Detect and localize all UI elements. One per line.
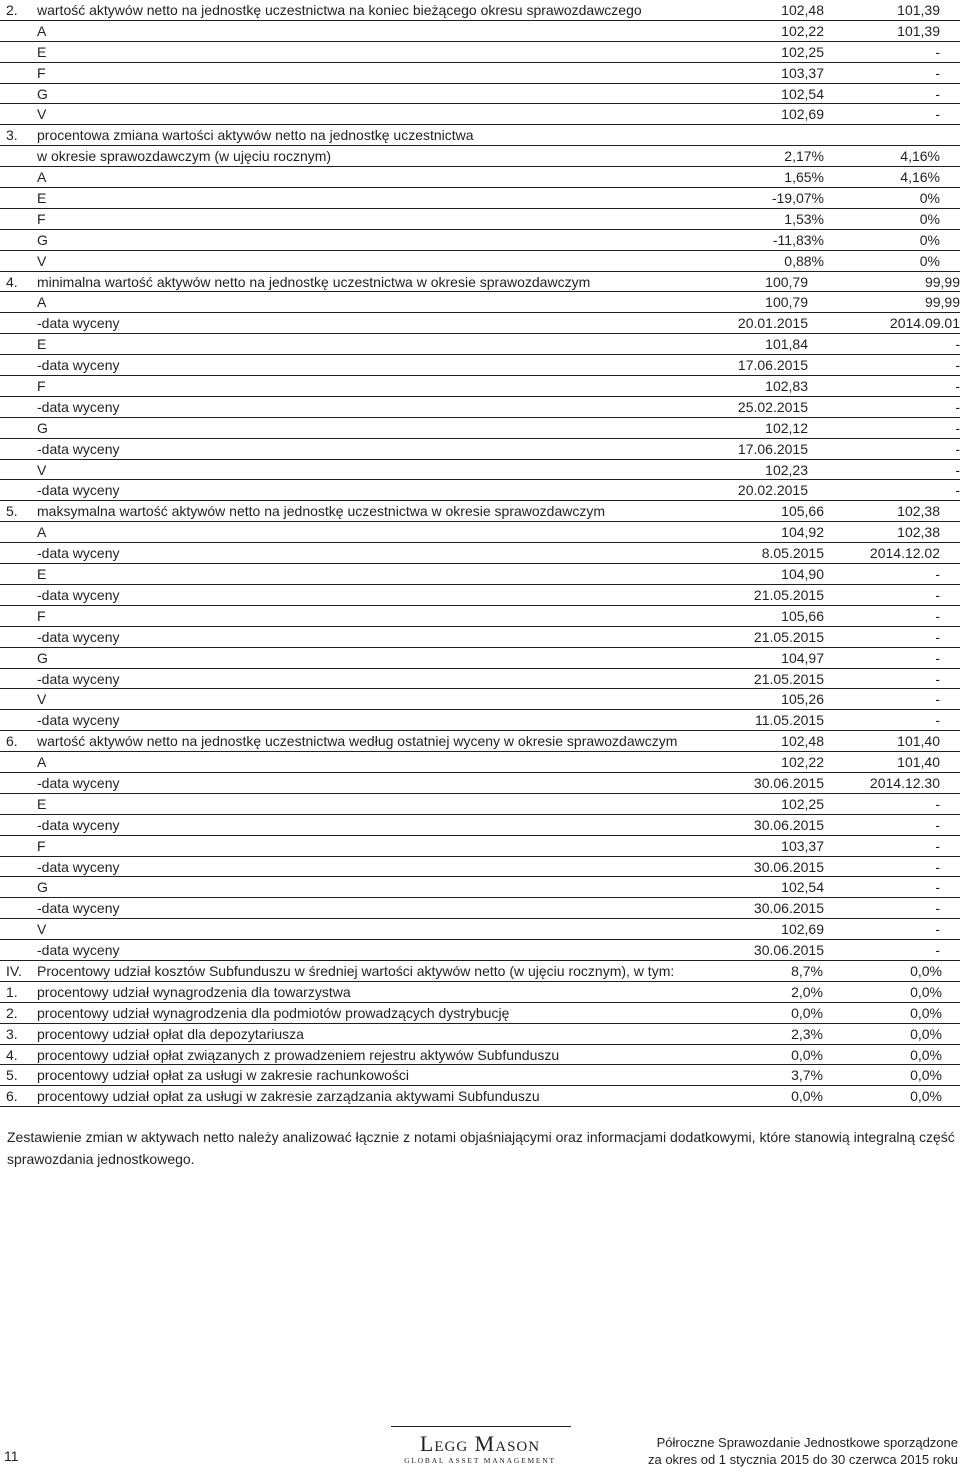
value-previous-period: 101,39 [897,22,940,39]
value-previous-period: - [935,64,940,81]
value-current-period: 100,79 [765,273,808,290]
value-current-period: 103,37 [781,837,824,854]
table-row [0,815,960,836]
row-label: -data wyceny [37,670,120,687]
value-current-period: 30.06.2015 [753,816,824,833]
table-row [0,710,960,731]
value-previous-period: - [935,566,940,583]
row-label: -data wyceny [37,774,120,791]
value-previous-period: 0,0% [910,1088,942,1105]
value-current-period: 102,23 [765,461,808,478]
value-current-period: 102,22 [781,754,824,771]
page-number: 11 [4,1448,19,1464]
table-row [0,188,960,209]
value-current-period: 104,90 [781,566,824,583]
row-label: E [37,795,47,812]
table-row [0,877,960,898]
value-current-period: 102,48 [781,733,824,750]
value-current-period: 2,3% [791,1025,823,1042]
value-previous-period: - [935,837,940,854]
value-previous-period: - [935,649,940,666]
value-previous-period: 0% [919,252,940,269]
row-number: 6. [6,733,18,750]
row-label: maksymalna wartość aktywów netto na jednostkę uczestnictwa w okresie sprawozdawczym [37,503,606,520]
row-label: F [37,64,46,81]
table-row [0,606,960,627]
table-row [0,1003,960,1024]
value-previous-period: 0,0% [910,1046,942,1063]
value-previous-period: - [935,43,940,60]
row-label: A [37,524,47,541]
value-previous-period: - [935,942,940,959]
row-label: V [37,252,47,269]
table-row [0,167,960,188]
table-row [0,334,960,355]
legg-mason-logo [404,1432,556,1466]
table-row [0,585,960,606]
row-label: -data wyceny [37,586,120,603]
row-label: A [37,294,47,311]
table-row [0,1045,960,1066]
table-row [0,397,960,418]
table-row [0,564,960,585]
table-row [0,460,960,481]
row-label: A [37,754,47,771]
row-number: 5. [6,503,18,520]
value-current-period: 0,0% [791,1046,823,1063]
value-current-period: 102,22 [781,22,824,39]
value-previous-period: - [935,712,940,729]
table-row [0,522,960,543]
value-current-period: 21.05.2015 [753,670,824,687]
table-row [0,480,960,501]
report-title [648,1434,958,1468]
value-current-period: 20.02.2015 [737,482,808,499]
value-previous-period: - [935,85,940,102]
table-row [0,773,960,794]
value-previous-period: - [935,607,940,624]
row-label: procentowa zmiana wartości aktywów netto na jednostkę uczestnictwa [37,127,474,144]
value-current-period: 17.06.2015 [737,440,808,457]
table-row [0,940,960,961]
value-current-period: 103,37 [781,64,824,81]
value-previous-period: 102,38 [897,524,940,541]
table-row [0,794,960,815]
value-previous-period: - [935,586,940,603]
value-current-period: 102,25 [781,795,824,812]
value-previous-period: - [955,378,960,395]
row-number: 4. [6,273,18,290]
table-row [0,63,960,84]
table-row [0,104,960,125]
row-label: -data wyceny [37,816,120,833]
table-row [0,752,960,773]
value-current-period: 3,7% [791,1067,823,1084]
table-row [0,0,960,21]
row-number: 2. [6,2,18,18]
value-current-period: 30.06.2015 [753,858,824,875]
value-previous-period: - [935,858,940,875]
value-current-period: 0,0% [791,1004,823,1021]
value-previous-period: 0,0% [910,1004,942,1021]
value-previous-period: 4,16% [900,169,940,186]
row-label: V [37,106,47,123]
row-label: E [37,190,47,207]
table-row [0,251,960,272]
table-row [0,1024,960,1045]
row-number: 6. [6,1088,18,1105]
value-previous-period: - [935,795,940,812]
row-label: V [37,461,47,478]
value-current-period: 21.05.2015 [753,586,824,603]
row-label: G [37,419,48,436]
value-current-period: 30.06.2015 [753,774,824,791]
table-row [0,898,960,919]
table-row [0,146,960,167]
row-label: V [37,691,47,708]
row-label: -data wyceny [37,858,120,875]
row-label: Procentowy udział kosztów Subfunduszu w średniej wartości aktywów netto (w ujęciu rocznym), w tym: [37,962,675,979]
value-previous-period: 2014.09.01 [889,315,960,332]
table-row [0,501,960,522]
row-number: 4. [6,1046,18,1063]
row-label: -data wyceny [37,357,120,374]
value-previous-period: 0,0% [910,1067,942,1084]
row-label: -data wyceny [37,398,120,415]
value-current-period: -19,07% [771,190,824,207]
value-current-period: 30.06.2015 [753,942,824,959]
table-row [0,21,960,42]
value-previous-period: - [955,482,960,499]
value-current-period: 105,66 [781,607,824,624]
value-current-period: 1,65% [784,169,824,186]
row-label: V [37,921,47,938]
row-label: procentowy udział wynagrodzenia dla towarzystwa [37,983,351,1000]
value-previous-period: 0,0% [910,1025,942,1042]
value-previous-period: 0,0% [910,962,942,979]
value-current-period: 17.06.2015 [737,357,808,374]
table-row [0,125,960,146]
value-previous-period: - [955,336,960,353]
value-previous-period: - [935,628,940,645]
value-previous-period: 102,38 [897,503,940,520]
value-previous-period: - [955,461,960,478]
value-previous-period: - [935,900,940,917]
value-previous-period: - [935,670,940,687]
table-row [0,355,960,376]
value-current-period: 105,26 [781,691,824,708]
value-previous-period: - [955,357,960,374]
value-previous-period: 0% [919,190,940,207]
table-row [0,418,960,439]
value-current-period: 105,66 [781,503,824,520]
row-label: procentowy udział opłat za usługi w zakresie rachunkowości [37,1067,409,1084]
value-previous-period: - [935,816,940,833]
row-label: A [37,169,47,186]
table-row [0,961,960,982]
value-current-period: 102,54 [781,879,824,896]
row-label: -data wyceny [37,440,120,457]
value-current-period: 30.06.2015 [753,900,824,917]
row-label: E [37,43,47,60]
row-label: wartość aktywów netto na jednostkę uczestnictwa na koniec bieżącego okresu sprawozdawczego [37,2,642,18]
row-number: 1. [6,983,18,1000]
value-current-period: 0,88% [784,252,824,269]
row-label: procentowy udział wynagrodzenia dla podmiotów prowadzących dystrybucję [37,1004,510,1021]
value-current-period: 102,54 [781,85,824,102]
value-previous-period: 0% [919,210,940,227]
table-row [0,230,960,251]
row-label: -data wyceny [37,315,120,332]
row-label: G [37,231,48,248]
value-previous-period: 0% [919,231,940,248]
value-previous-period: 101,40 [897,754,940,771]
row-label: -data wyceny [37,545,120,562]
footer-divider [391,1426,571,1427]
table-row [0,919,960,940]
row-number: 3. [6,127,18,144]
logo-wordmark: Legg Mason [419,1431,541,1456]
value-previous-period: 0,0% [910,983,942,1000]
value-previous-period: - [955,440,960,457]
value-current-period: 8,7% [791,962,823,979]
row-label: E [37,336,47,353]
row-label: procentowy udział opłat dla depozytariusza [37,1025,304,1042]
table-row [0,376,960,397]
table-row [0,313,960,334]
row-label: F [37,607,46,624]
row-label: -data wyceny [37,942,120,959]
table-row [0,439,960,460]
row-label: procentowy udział opłat związanych z prowadzeniem rejestru aktywów Subfunduszu [37,1046,560,1063]
row-label: G [37,649,48,666]
value-current-period: 102,69 [781,106,824,123]
row-label: G [37,879,48,896]
table-row [0,42,960,63]
row-label: F [37,378,46,395]
table-row [0,543,960,564]
row-label: w okresie sprawozdawczym (w ujęciu rocznym) [37,148,332,165]
row-label: F [37,210,46,227]
value-current-period: 102,83 [765,378,808,395]
table-row [0,1086,960,1107]
table-row [0,84,960,105]
value-previous-period: 101,40 [897,733,940,750]
value-previous-period: 99,99 [924,273,960,290]
table-row [0,982,960,1003]
value-current-period: 104,92 [781,524,824,541]
value-previous-period: - [935,691,940,708]
value-current-period: 2,17% [784,148,824,165]
row-label: minimalna wartość aktywów netto na jednostkę uczestnictwa w okresie sprawozdawczym [37,273,591,290]
row-label: E [37,566,47,583]
value-current-period: 1,53% [784,210,824,227]
value-current-period: -11,83% [772,231,824,248]
row-number: 3. [6,1025,18,1042]
row-label: -data wyceny [37,628,120,645]
value-previous-period: 2014.12.02 [869,545,940,562]
row-label: -data wyceny [37,712,120,729]
value-current-period: 11.05.2015 [754,712,824,729]
table-row [0,292,960,313]
value-previous-period: - [935,921,940,938]
table-row [0,1065,960,1086]
report-title-line-2: za okres od 1 stycznia 2015 do 30 czerwca 2015 roku [647,1452,958,1467]
table-row [0,627,960,648]
value-previous-period: - [955,419,960,436]
value-current-period: 104,97 [781,649,824,666]
value-previous-period: - [955,398,960,415]
value-current-period: 2,0% [791,983,823,1000]
row-label: wartość aktywów netto na jednostkę uczestnictwa według ostatniej wyceny w okresie sprawozdawczym [37,733,678,750]
row-number: IV. [6,962,22,979]
report-title-line-1: Półroczne Sprawozdanie Jednostkowe sporządzone [656,1435,958,1450]
row-number: 5. [6,1067,18,1084]
row-number: 2. [6,1004,18,1021]
row-label: -data wyceny [37,482,120,499]
value-current-period: 102,69 [781,921,824,938]
value-current-period: 0,0% [791,1088,823,1105]
value-current-period: 102,12 [765,419,808,436]
value-current-period: 8.05.2015 [761,545,824,562]
table-row [0,689,960,710]
table-row [0,669,960,690]
value-previous-period: 99,99 [924,294,960,311]
table-row [0,731,960,752]
value-previous-period: - [935,879,940,896]
row-label: G [37,85,48,102]
value-current-period: 102,25 [781,43,824,60]
value-previous-period: - [935,106,940,123]
value-current-period: 102,48 [781,2,824,18]
table-row [0,857,960,878]
value-previous-period: 101,39 [897,2,940,18]
value-current-period: 25.02.2015 [737,398,808,415]
table-row [0,836,960,857]
logo-tagline: GLOBAL ASSET MANAGEMENT [404,1456,556,1465]
value-current-period: 101,84 [765,336,808,353]
row-label: F [37,837,46,854]
value-current-period: 20.01.2015 [737,315,808,332]
value-current-period: 100,79 [765,294,808,311]
explanatory-note: Zestawienie zmian w aktywach netto należy analizować łącznie z notami objaśniającymi oraz informacjami dodatkowymi, które stanowią integralną część sprawozdania jednostkowego. [7,1129,955,1167]
value-previous-period: 4,16% [900,148,940,165]
table-row [0,209,960,230]
value-previous-period: 2014.12.30 [869,774,940,791]
row-label: procentowy udział opłat za usługi w zakresie zarządzania aktywami Subfunduszu [37,1088,540,1105]
row-label: A [37,22,47,39]
table-row [0,272,960,293]
row-label: -data wyceny [37,900,120,917]
value-current-period: 21.05.2015 [753,628,824,645]
table-row [0,648,960,669]
